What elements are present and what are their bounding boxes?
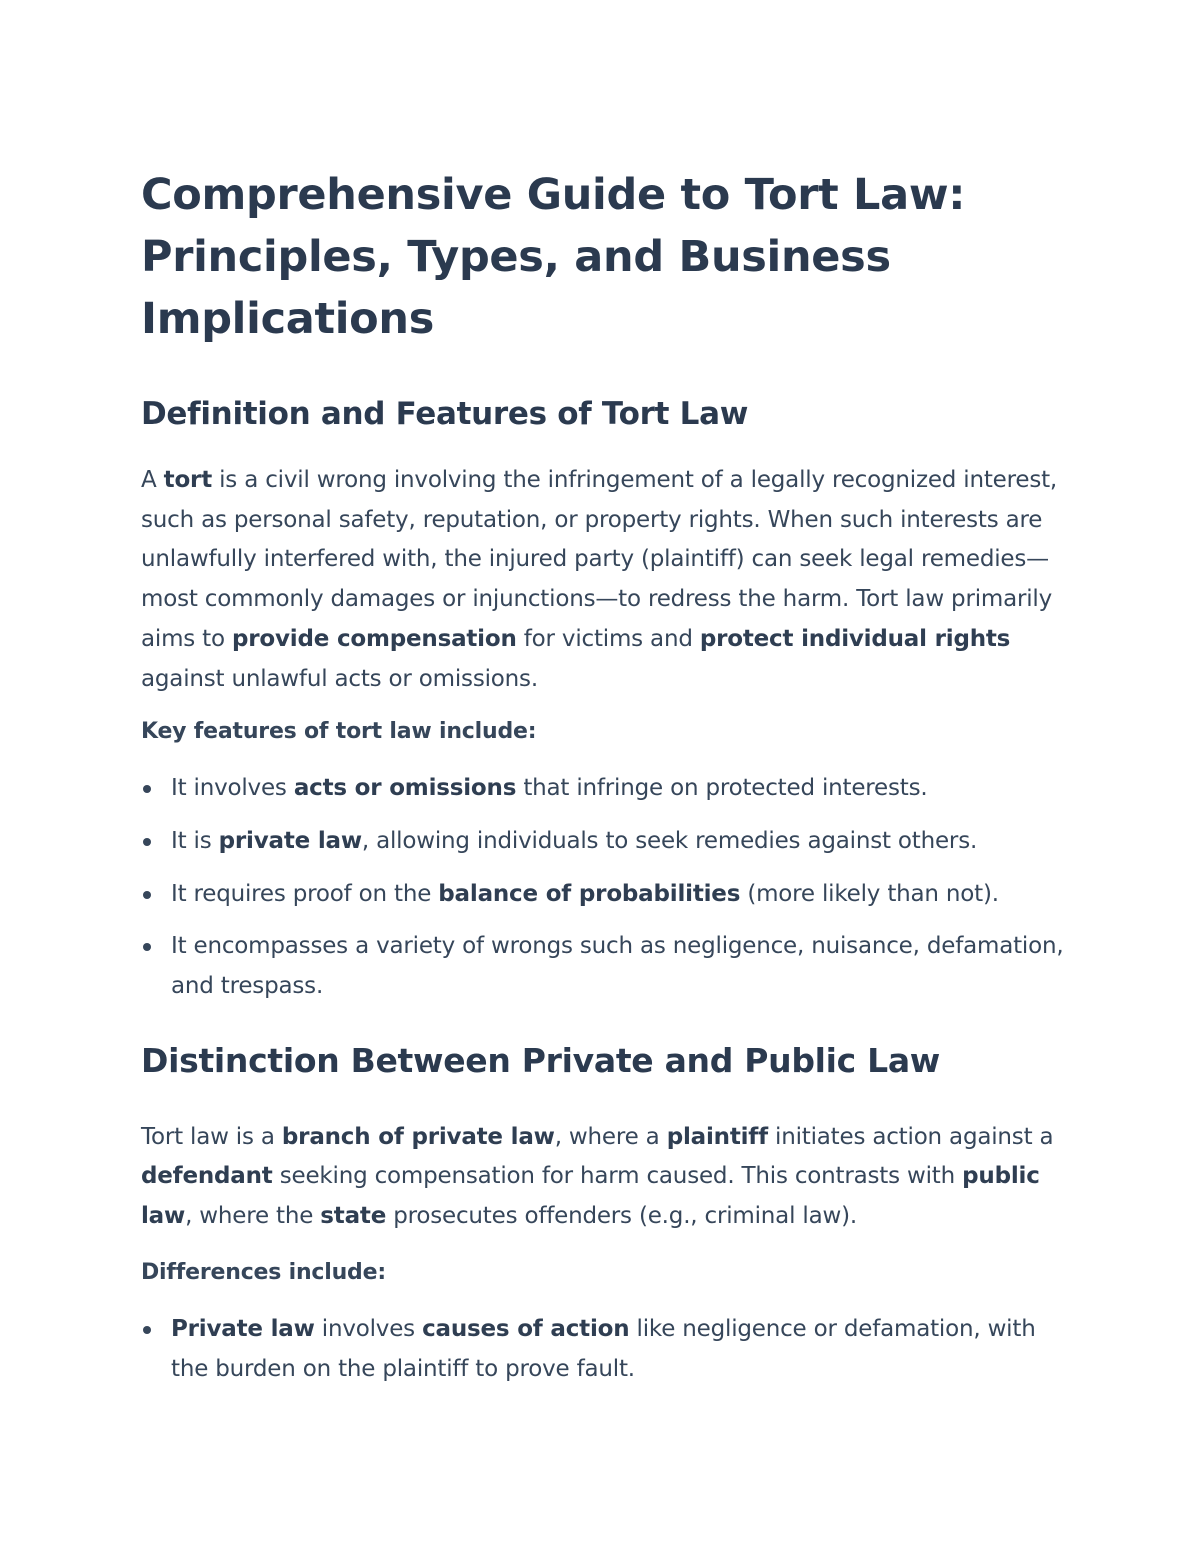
section-heading-distinction: Distinction Between Private and Public Law	[141, 1040, 940, 1080]
section-heading-definition: Definition and Features of Tort Law	[141, 396, 749, 432]
list-item: It encompasses a variety of wrongs such as negligence, nuisance, defamation, and trespass.	[141, 927, 1066, 1006]
list-item: It is private law, allowing individuals to seek remedies against others.	[141, 822, 1066, 862]
bullet-icon	[143, 1310, 151, 1350]
key-features-list	[141, 769, 1066, 1007]
document-title: Comprehensive Guide to Tort Law: Principles, Types, and Business Implications	[141, 170, 966, 344]
list-item: Private law involves causes of action like negligence or defamation, with the burden on the plaintiff to prove fault.	[141, 1310, 1066, 1389]
definition-paragraph: A tort is a civil wrong involving the infringement of a legally recognized interest, such as personal safety, reputation, or property rights. When such interests are unlawfully interfered with, the injured party (plaintiff) can seek legal remedies—most commonly damages or injunctions—to redress the harm. Tort law primarily aims to provide compensation for victims and protect individual rights against unlawful acts or omissions.	[141, 467, 1058, 692]
distinction-paragraph: Tort law is a branch of private law, where a plaintiff initiates action against a defendant seeking compensation for harm caused. This contrasts with public law, where the state prosecutes offenders (e.g., criminal law).	[141, 1123, 1054, 1230]
list-item: It requires proof on the balance of probabilities (more likely than not).	[141, 875, 1066, 915]
bullet-icon	[143, 927, 151, 967]
bullet-icon	[143, 875, 151, 915]
document-page	[141, 164, 1066, 1402]
list-item: It involves acts or omissions that infringe on protected interests.	[141, 769, 1066, 809]
bullet-icon	[143, 769, 151, 809]
key-features-label: Key features of tort law include:	[141, 719, 537, 745]
differences-list	[141, 1310, 1066, 1389]
bullet-icon	[143, 822, 151, 862]
differences-label: Differences include:	[141, 1259, 386, 1285]
